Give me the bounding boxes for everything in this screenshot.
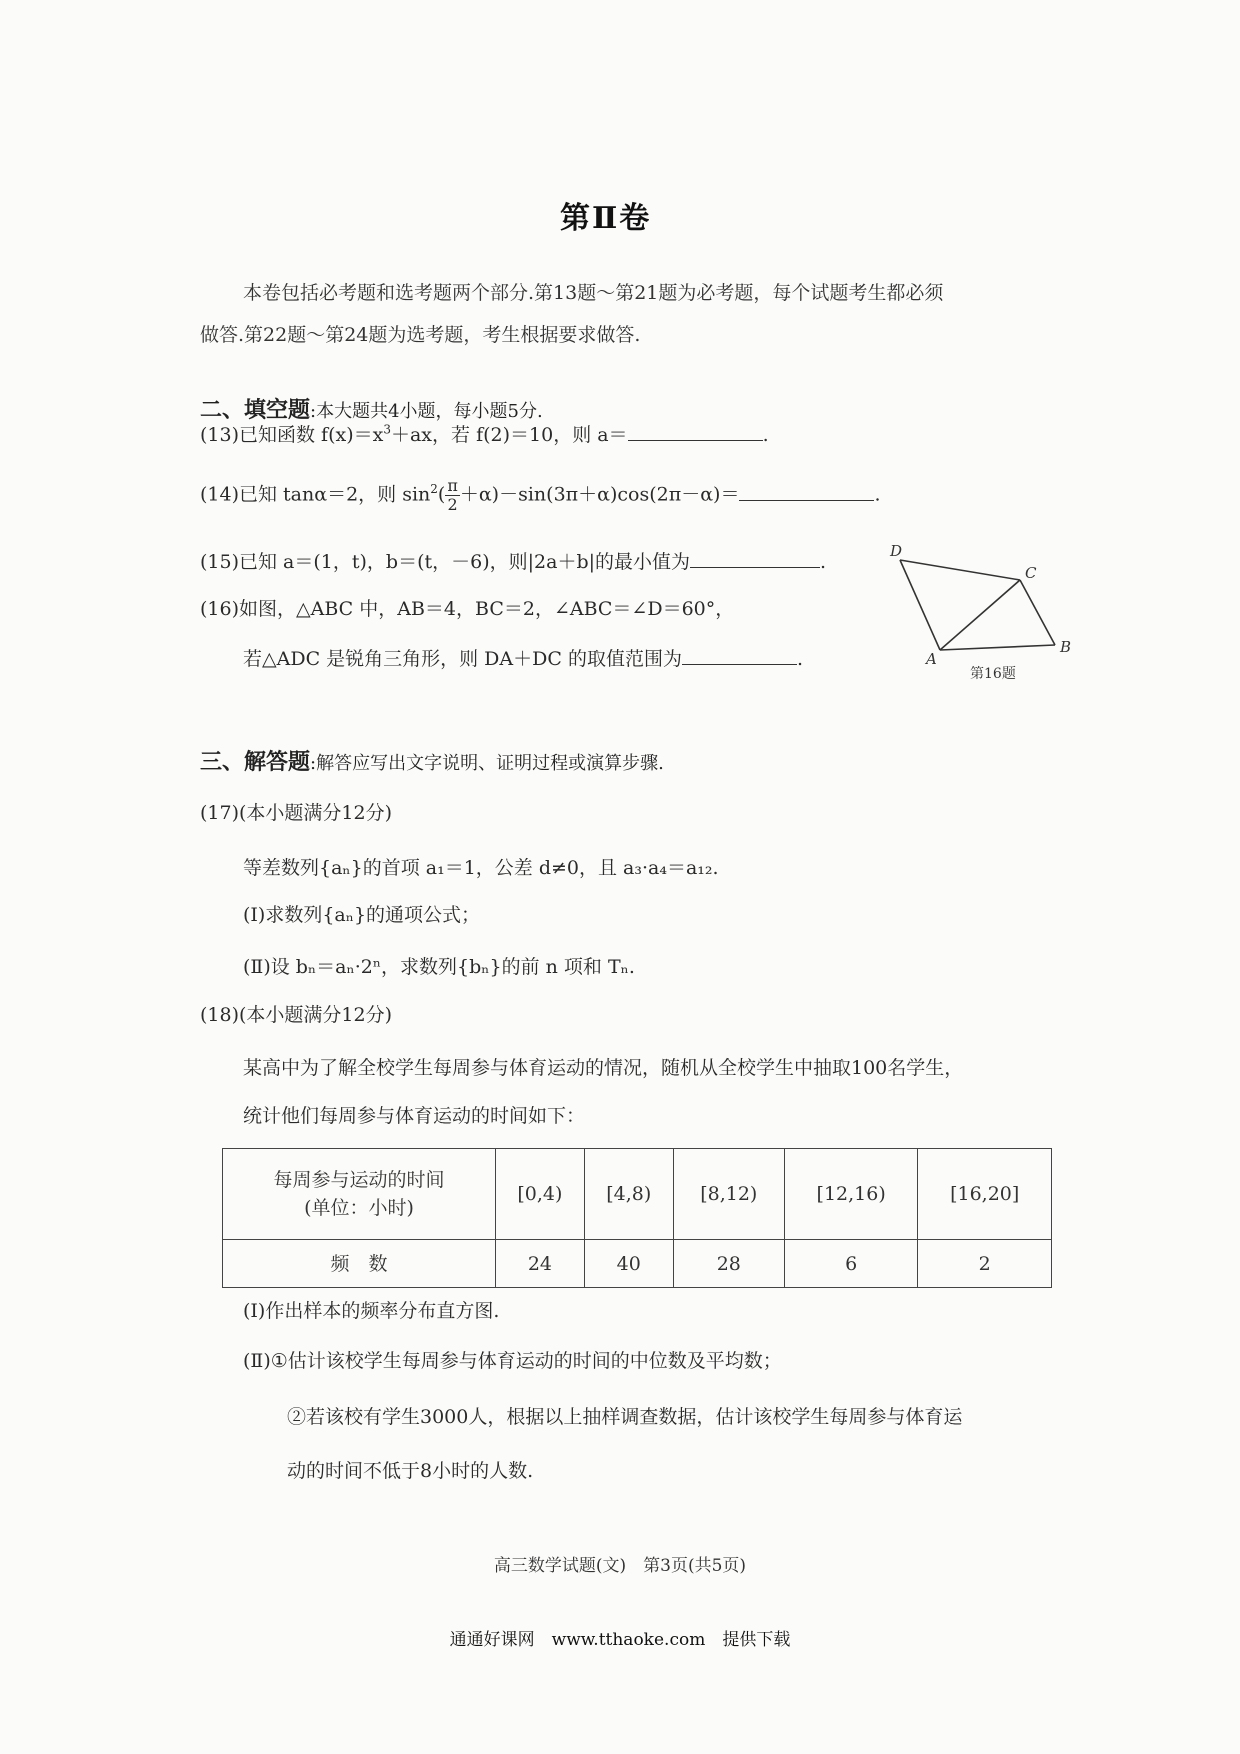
- table-header-time-line2: (单位：小时): [304, 1197, 414, 1220]
- table-cell-interval: [12,16): [784, 1149, 918, 1240]
- question-16-line-1: (16)如图，△ABC 中，AB＝4，BC＝2，∠ABC＝∠D＝60°，: [200, 598, 735, 620]
- q13-answer-blank: [628, 420, 763, 441]
- q14-frac-den: 2: [447, 495, 458, 514]
- table-cell-count: 40: [584, 1240, 673, 1288]
- segment-ab: [940, 645, 1055, 650]
- q14-exponent: 2: [430, 482, 438, 497]
- label-d: D: [890, 542, 903, 560]
- question-15: [200, 547, 826, 574]
- q17-stem: 等差数列{aₙ}的首项 a₁＝1，公差 d≠0，且 a₃·a₄＝a₁₂.: [243, 857, 719, 879]
- q14-open: (: [437, 483, 446, 506]
- download-credit: 通通好课网 www.tthaoke.com 提供下载: [449, 1630, 791, 1650]
- q16-end: .: [796, 648, 803, 670]
- label-a: A: [926, 650, 937, 668]
- table-cell-interval: [16,20]: [918, 1149, 1052, 1240]
- page-footer: 高三数学试题(文) 第3页(共5页): [493, 1556, 747, 1576]
- table-cell-interval: [4,8): [584, 1149, 673, 1240]
- table-cell-interval: [0,4): [496, 1149, 585, 1240]
- segment-cb: [1020, 580, 1055, 645]
- q18-part-2a: (Ⅱ)①估计该校学生每周参与体育运动的时间的中位数及平均数；: [243, 1350, 782, 1372]
- q18-part-2c: 动的时间不低于8小时的人数.: [287, 1460, 534, 1482]
- q13-mid: ＋ax，若 f(2)＝10，则 a＝: [390, 424, 628, 446]
- q13-prefix: (13)已知函数 f(x)＝x: [200, 424, 384, 446]
- intro-line-2: 做答.第22题～第24题为选考题，考生根据要求做答.: [200, 324, 641, 346]
- table-cell-interval: [8,12): [673, 1149, 784, 1240]
- table-cell-count: 24: [496, 1240, 585, 1288]
- label-b: B: [1060, 638, 1072, 656]
- table-header-count: 频 数: [223, 1240, 496, 1288]
- q15-end: .: [820, 551, 827, 573]
- q16-line2-text: 若△ADC 是锐角三角形，则 DA＋DC 的取值范围为: [243, 648, 682, 670]
- section-2-title: 二、填空题: [200, 397, 311, 423]
- q17-part-2: (Ⅱ)设 bₙ＝aₙ·2ⁿ，求数列{bₙ}的前 n 项和 Tₙ.: [243, 956, 635, 978]
- table-header-time-line1: 每周参与运动的时间: [273, 1169, 445, 1192]
- q18-header: (18)(本小题满分12分): [200, 1004, 393, 1026]
- table-cell-count: 28: [673, 1240, 784, 1288]
- section-3-desc: :解答应写出文字说明、证明过程或演算步骤.: [310, 753, 664, 774]
- q17-header: (17)(本小题满分12分): [200, 802, 393, 824]
- page-title: 第Ⅱ卷: [560, 201, 652, 236]
- question-14: [200, 477, 881, 514]
- table-row-intervals: [223, 1149, 1052, 1240]
- q18-part-1: (Ⅰ)作出样本的频率分布直方图.: [243, 1300, 500, 1322]
- table-row-counts: [223, 1240, 1052, 1288]
- q18-stem-2: 统计他们每周参与体育运动的时间如下：: [243, 1105, 586, 1127]
- figure-caption: 第16题: [970, 666, 1016, 682]
- q16-figure: [880, 540, 1090, 690]
- q15-answer-blank: [690, 547, 820, 568]
- section-3-heading: [200, 745, 664, 776]
- segment-dc: [900, 560, 1020, 580]
- q18-stem-1: 某高中为了解全校学生每周参与体育运动的情况，随机从全校学生中抽取100名学生，: [243, 1057, 964, 1079]
- section-3-title: 三、解答题: [200, 749, 311, 775]
- q14-answer-blank: [739, 480, 874, 501]
- section-2-desc: :本大题共4小题，每小题5分.: [310, 401, 543, 422]
- q14-fraction: [445, 477, 460, 514]
- q14-frac-num: π: [447, 476, 458, 495]
- frequency-table: [222, 1148, 1052, 1288]
- table-cell-count: 6: [784, 1240, 918, 1288]
- q14-end: .: [874, 483, 881, 506]
- table-cell-count: 2: [918, 1240, 1052, 1288]
- segment-ac: [940, 580, 1020, 650]
- q16-answer-blank: [682, 644, 797, 665]
- table-header-time: [223, 1149, 496, 1240]
- question-13: [200, 420, 769, 447]
- q18-part-2b: ②若该校有学生3000人，根据以上抽样调查数据，估计该校学生每周参与体育运: [287, 1406, 963, 1428]
- q14-prefix: (14)已知 tanα＝2，则 sin: [200, 483, 431, 506]
- label-c: C: [1025, 564, 1037, 582]
- q14-mid: ＋α)－sin(3π＋α)cos(2π－α)＝: [459, 483, 740, 506]
- q15-text: (15)已知 a＝(1，t)，b＝(t，－6)，则|2a＋b|的最小值为: [200, 551, 691, 573]
- segment-da: [900, 560, 940, 650]
- q17-part-1: (Ⅰ)求数列{aₙ}的通项公式；: [243, 904, 481, 926]
- q13-exponent: 3: [383, 422, 391, 437]
- intro-line-1: 本卷包括必考题和选考题两个部分.第13题～第21题为必考题，每个试题考生都必须: [243, 282, 944, 304]
- question-16-line-2: [243, 644, 803, 671]
- q13-end: .: [762, 424, 769, 446]
